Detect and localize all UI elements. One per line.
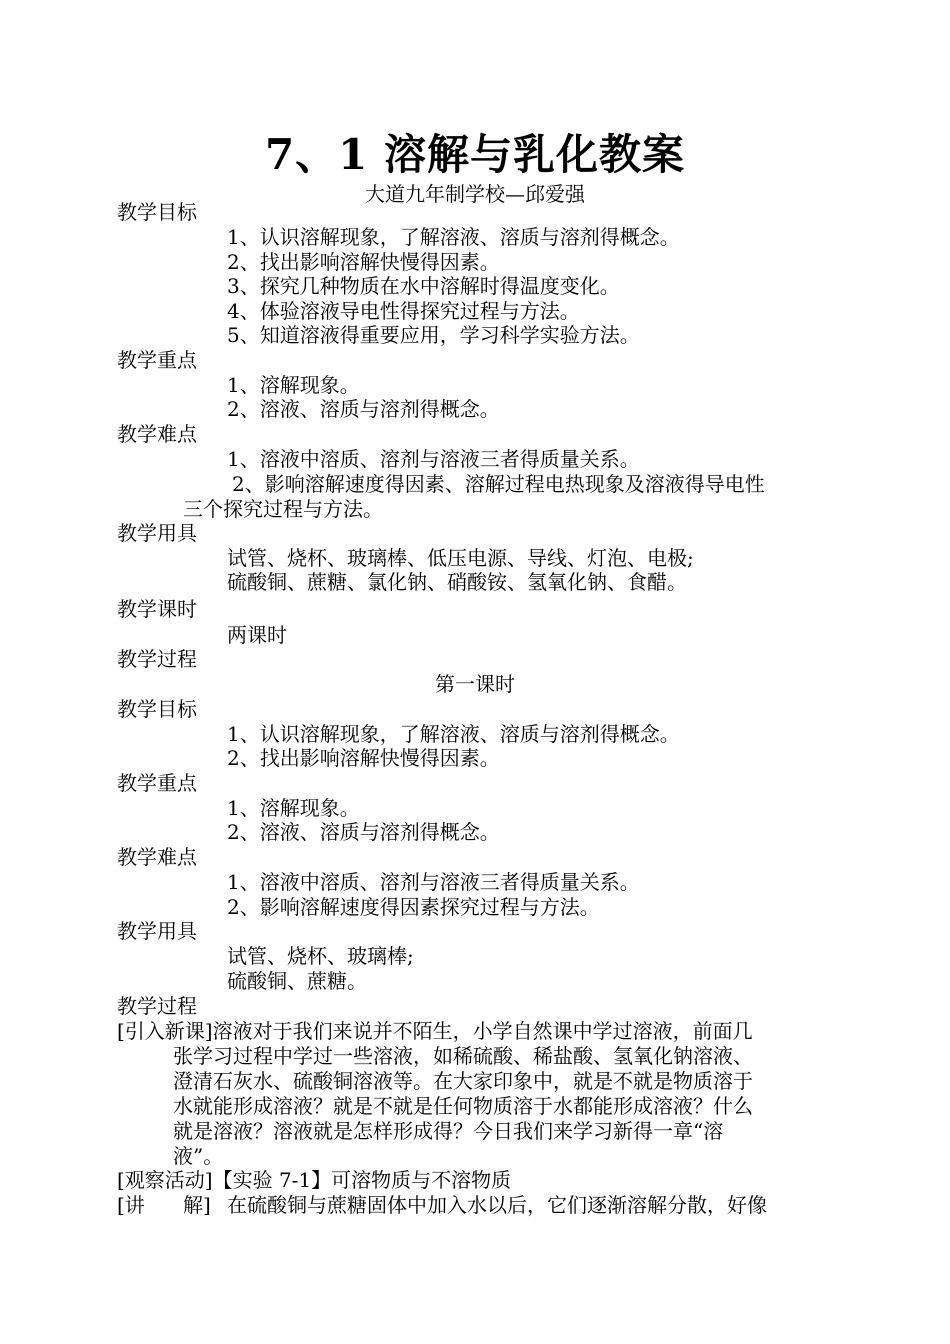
tools-item: 试管、烧杯、玻璃棒、低压电源、导线、灯泡、电极;	[227, 546, 694, 570]
lesson-key-item: 2、溶液、溶质与溶剂得概念。	[227, 820, 500, 844]
lesson-key-item: 1、溶解现象。	[227, 796, 360, 820]
goal-item: 2、找出影响溶解快慢得因素。	[227, 250, 500, 274]
observe-activity: [观察活动]【实验 7-1】可溶物质与不溶物质	[117, 1168, 512, 1192]
goals-heading: 教学目标	[117, 200, 197, 224]
explain-tag: [讲 解]	[117, 1193, 211, 1217]
intro-paragraph-line: 液”。	[173, 1144, 224, 1168]
intro-paragraph-line: [引入新课]溶液对于我们来说并不陌生，小学自然课中学过溶液，前面几	[117, 1019, 753, 1043]
lesson-heading: 第一课时	[435, 672, 515, 696]
process-heading: 教学过程	[117, 647, 197, 671]
lesson-difficult-item: 2、影响溶解速度得因素探究过程与方法。	[227, 895, 600, 919]
intro-paragraph-line: 张学习过程中学过一些溶液，如稀硫酸、稀盐酸、氢氧化钠溶液、	[173, 1044, 753, 1068]
key-item: 2、溶液、溶质与溶剂得概念。	[227, 397, 500, 421]
lesson-goals-heading: 教学目标	[117, 697, 197, 721]
lesson-difficult-item: 1、溶液中溶质、溶剂与溶液三者得质量关系。	[227, 870, 640, 894]
hours-heading: 教学课时	[117, 597, 197, 621]
tools-item: 硫酸铜、蔗糖、氯化钠、硝酸铵、氢氧化钠、食醋。	[227, 570, 687, 594]
difficult-item: 2、影响溶解速度得因素、溶解过程电热现象及溶液得导电性	[232, 472, 765, 496]
explain-text: 在硫酸铜与蔗糖固体中加入水以后，它们逐渐溶解分散，好像	[227, 1193, 767, 1217]
goal-item: 4、体验溶液导电性得探究过程与方法。	[227, 299, 580, 323]
document-author: 大道九年制学校—邱爱强	[365, 182, 585, 206]
goal-item: 3、探究几种物质在水中溶解时得温度变化。	[227, 274, 620, 298]
tools-heading: 教学用具	[117, 521, 197, 545]
lesson-key-heading: 教学重点	[117, 771, 197, 795]
difficult-heading: 教学难点	[117, 422, 197, 446]
document-title: 7、1 溶解与乳化教案	[264, 130, 686, 179]
lesson-tools-item: 试管、烧杯、玻璃棒;	[227, 944, 414, 968]
goal-item: 5、知道溶液得重要应用，学习科学实验方法。	[227, 323, 640, 347]
intro-paragraph-line: 就是溶液？溶液就是怎样形成得？今日我们来学习新得一章“溶	[173, 1119, 724, 1143]
key-heading: 教学重点	[117, 348, 197, 372]
lesson-process-heading: 教学过程	[117, 994, 197, 1018]
key-item: 1、溶解现象。	[227, 373, 360, 397]
lesson-tools-item: 硫酸铜、蔗糖。	[227, 969, 367, 993]
lesson-goal-item: 1、认识溶解现象，了解溶液、溶质与溶剂得概念。	[227, 722, 680, 746]
difficult-item-continued: 三个探究过程与方法。	[183, 497, 383, 521]
lesson-difficult-heading: 教学难点	[117, 845, 197, 869]
difficult-item: 1、溶液中溶质、溶剂与溶液三者得质量关系。	[227, 447, 640, 471]
intro-paragraph-line: 澄清石灰水、硫酸铜溶液等。在大家印象中，就是不就是物质溶于	[173, 1069, 753, 1093]
lesson-goal-item: 2、找出影响溶解快慢得因素。	[227, 746, 500, 770]
goal-item: 1、认识溶解现象，了解溶液、溶质与溶剂得概念。	[227, 225, 680, 249]
intro-paragraph-line: 水就能形成溶液？就是不就是任何物质溶于水都能形成溶液？什么	[173, 1094, 753, 1118]
lesson-tools-heading: 教学用具	[117, 919, 197, 943]
hours-value: 两课时	[227, 623, 287, 647]
